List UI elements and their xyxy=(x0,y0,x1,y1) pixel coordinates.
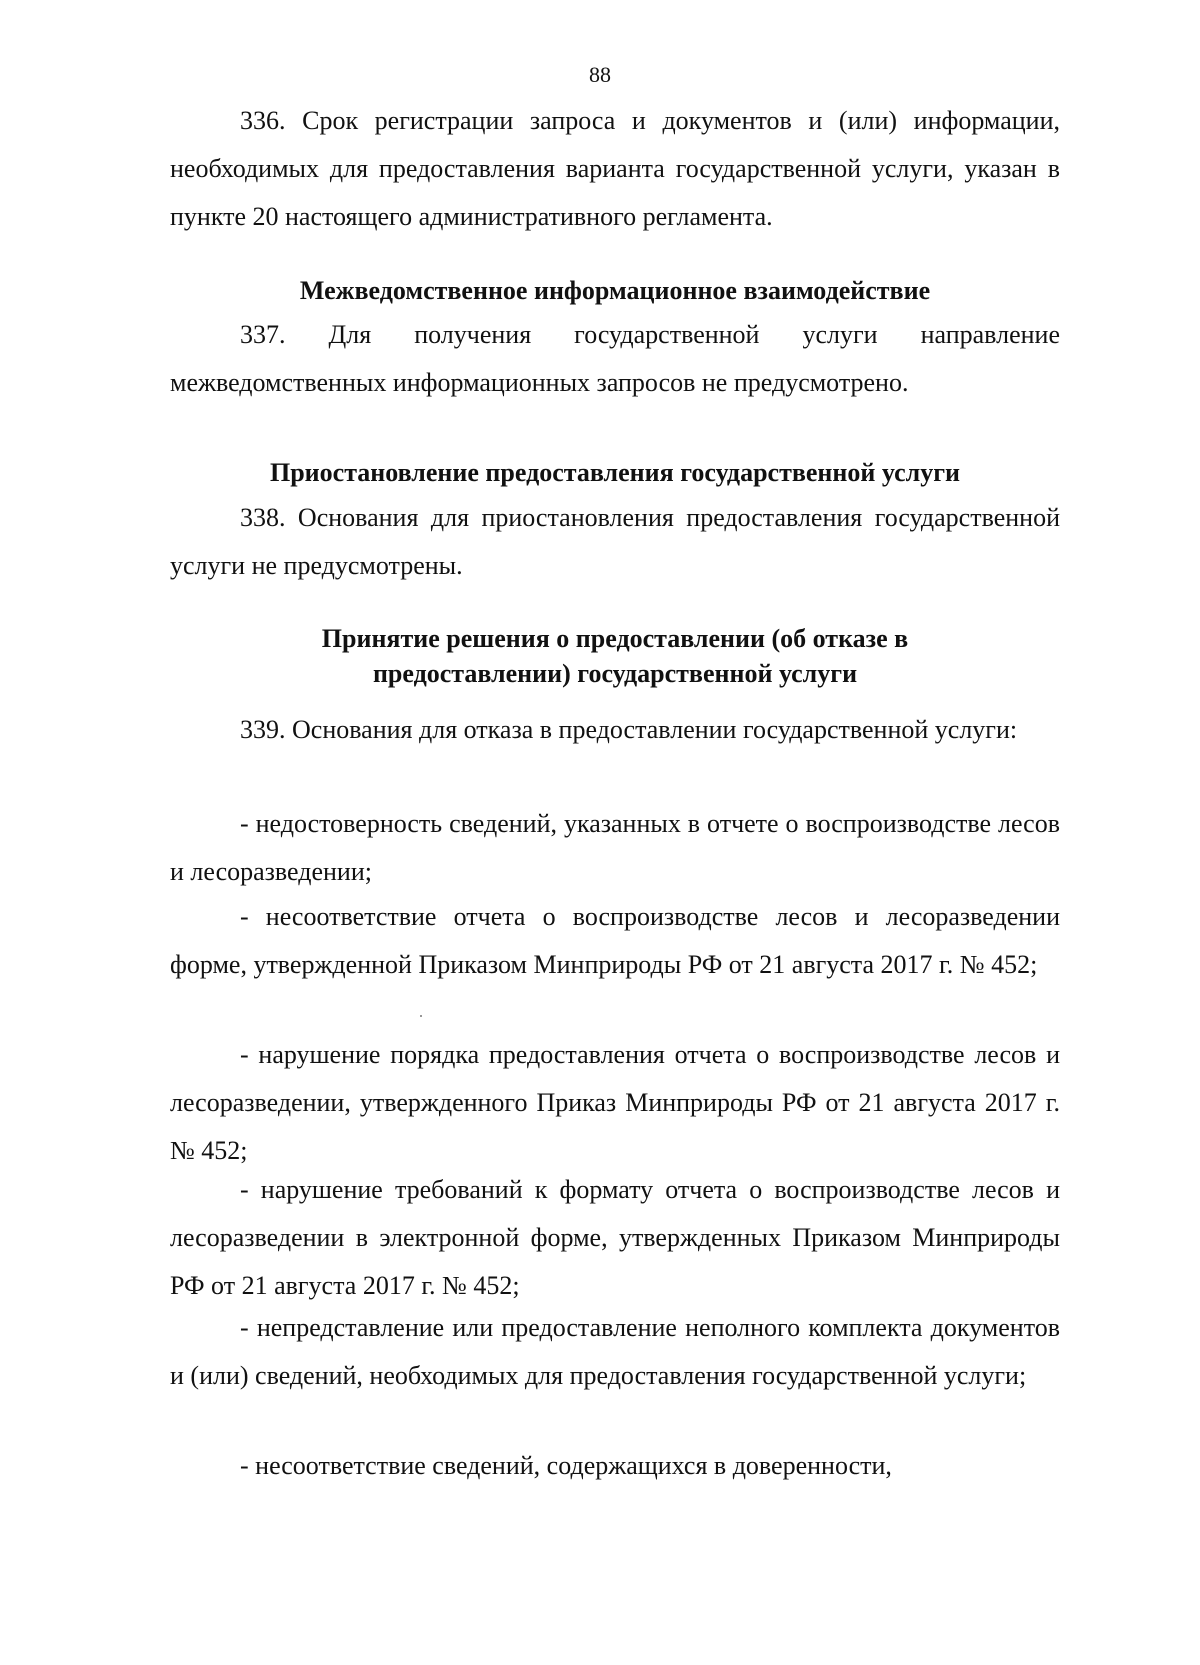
list-item-3: - нарушение порядка предоставления отчета о воспроизводстве лесов и лесоразведении, утвержденного Приказ Минприроды РФ от 21 августа 2017 г. № 452; xyxy=(170,1040,1060,1165)
list-item-1: - недостоверность сведений, указанных в отчете о воспроизводстве лесов и лесоразведении; xyxy=(170,809,1060,886)
heading-suspension: Приостановление предоставления государственной услуги xyxy=(269,458,960,487)
heading-decision-line1: Принятие решения о предоставлении (об отказе в xyxy=(321,624,909,653)
list-item-6: - несоответствие сведений, содержащихся в доверенности, xyxy=(240,1451,892,1480)
paragraph-337: 337. Для получения государственной услуги направление межведомственных информационных запросов не предусмотрено. xyxy=(170,320,1060,397)
page-number: 88 xyxy=(589,62,611,87)
paragraph-338: 338. Основания для приостановления предоставления государственной услуги не предусмотрены. xyxy=(170,503,1060,580)
list-item-5: - непредставление или предоставление неполного комплекта документов и (или) сведений, необходимых для предоставления государственной услуги; xyxy=(170,1313,1060,1390)
heading-decision-line2: предоставлении) государственной услуги xyxy=(372,659,858,688)
heading-interagency: Межведомственное информационное взаимодействие xyxy=(299,276,931,305)
paragraph-336: 336. Срок регистрации запроса и документов и (или) информации, необходимых для предоставления варианта государственной услуги, указан в пункте 20 настоящего административного регламента. xyxy=(170,106,1060,231)
paragraph-339: 339. Основания для отказа в предоставлении государственной услуги: xyxy=(240,715,1018,744)
list-item-4: - нарушение требований к формату отчета о воспроизводстве лесов и лесоразведении в электронной форме, утвержденных Приказом Минприроды РФ от 21 августа 2017 г. № 452; xyxy=(170,1175,1060,1300)
scan-speck xyxy=(420,1015,422,1017)
list-item-2: - несоответствие отчета о воспроизводстве лесов и лесоразведении форме, утвержденной Приказом Минприроды РФ от 21 августа 2017 г. № 452; xyxy=(170,902,1060,979)
